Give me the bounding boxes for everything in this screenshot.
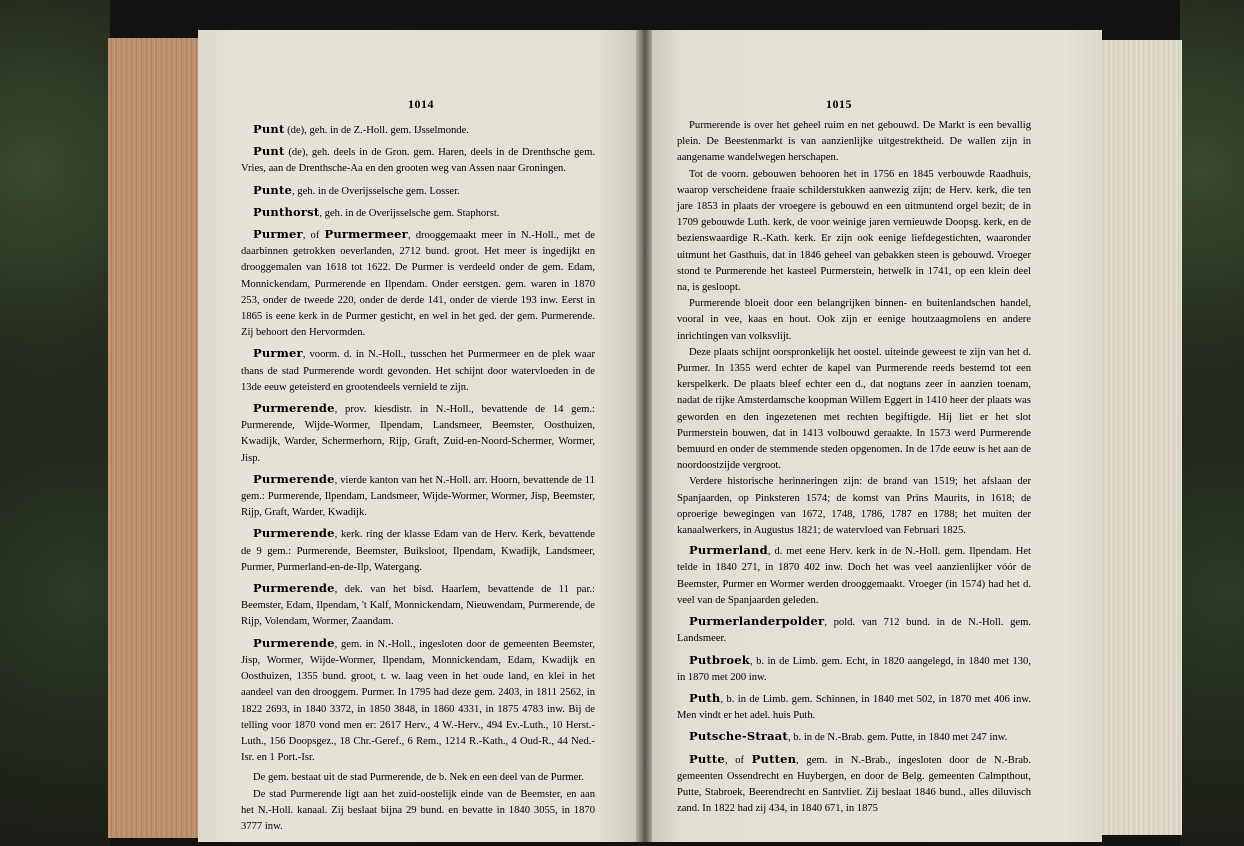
entry-text: , vierde kanton van het N.-Holl. arr. Hoorn, bevattende de 11 gem.: Purmerende, Ilpendam, Landsmeer, Wijde-Wormer, Wormer, Jisp, Beemster, Rijp, Graft, Warder, Kwadijk. [241,474,595,519]
headword: Purmerende [253,471,335,486]
entry-text: Tot de voorn. gebouwen behooren het in 1756 en 1845 verbouwde Raadhuis, waarop verscheidene fraaie schilderstukken aanwezig zijn; de Herv. kerk, die ten jare 1853 in plaats der vroegere is gebouwd en een uitmuntend orgel bezit; de in 1709 gebouwde Luth. kerk, de voor weinige jaren vernieuwde Doopsg. kerk, en de bezienswaardige R.-Kath. kerk. Er zijn ook eenige liefdegestichten, waaronder uitmunt het Gasthuis, dat in 1846 geheel van gebakken steen is gebouwd. Vroeger stond te Purmerende het kasteel Purmerstein, hetwelk in 1741, op een klein deel na, is gesloopt. [677,168,1031,294]
headword: Punte [253,182,292,197]
dictionary-entry [241,226,595,341]
dictionary-entry [677,542,1031,609]
dictionary-entry [241,345,595,396]
entry-text: , b. in de N.-Brab. gem. Putte, in 1840 met 247 inw. [787,732,1008,744]
dictionary-entry [241,121,595,139]
entry-text: , drooggemaakt meer in N.-Holl., met de daarbinnen getrokken oeverlanden, 2712 bund. groot. Het meer is ingedijkt en drooggemalen van 1618 tot 1622. De Purmer is verdeeld onder de gem. Edam, Monnickendam, Purmerende en Ilpendam. Onder eerstgen. gem. waren in 1870 253, onder de tweede 220, onder de derde 141, onder de vierde 193 inw. Eerst in 1865 is eene kerk in de Purmer gesticht, en wel in het ged. der gem. Purmerende. Zij behoort den Hervormden. [241,230,595,339]
entry-text: , d. met eene Herv. kerk in de N.-Holl. gem. Ilpendam. Het telde in 1840 271, in 1870 402 inw. Doch het was veel aanzienlijker vóór de Beemster, Purmer en Wormer werden drooggemaakt. Vroeger (in 1574) had het d. veel van de Spanjaarden geleden. [677,546,1031,606]
dictionary-entry [677,690,1031,724]
headword: Punt [253,144,285,159]
entry-text: , of [302,230,325,242]
page-number-left: 1014 [408,97,434,111]
headword: Purmerende [253,635,335,650]
paragraph [677,167,1031,297]
headword: Purmerende [253,526,335,541]
entry-text: De stad Purmerende ligt aan het zuid-oostelijk einde van de Beemster, en aan het N.-Holl. kanaal. Zij beslaat bijna 29 bund. en bevatte in 1840 3055, in 1870 3777 inw. [241,788,595,832]
entry-text: , pold. van 712 bund. in de N.-Holl. gem. Landsmeer. [677,617,1031,645]
headword: Punt [253,122,285,136]
headword: Purmerlanderpolder [689,614,825,629]
entry-text: , gem. in N.-Brab., ingesloten door de N.-Brab. gemeenten Ossendrecht en Huybergen, en door de Belg. gemeenten Calmpthout, Putte, Stabroek, Beerendrecht en Santvliet. Zij beslaat 1846 bund., alles diluvisch zand. In 1822 had zij 434, in 1840 671, in 1875 [677,754,1031,815]
headword: Putsche-Straat [689,729,788,744]
paragraph [677,474,1031,539]
headword: Puth [689,690,721,705]
headword: Putbroek [689,652,750,667]
paragraph [677,296,1031,345]
entry-text: (de), geh. in de Z.-Holl. gem. IJsselmonde. [284,125,469,136]
entry-text: , b. in de Limb. gem. Schinnen, in 1840 met 502, in 1870 met 406 inw. Men vindt er het adel. huis Puth. [677,693,1031,722]
headword: Purmer [253,227,303,242]
paragraph [241,787,595,836]
entry-text: , prov. kiesdistr. in N.-Holl., bevattende de 14 gem.: Purmerende, Wijde-Wormer, Ilpendam, Landsmeer, Beemster, Oosthuizen, Kwadijk, Warder, Schermerhorn, Rijp, Graft, Zuid-en-Noord-Schermer, Wormer, Jisp. [241,404,595,464]
headword: Purmer [253,346,303,361]
page-number-right: 1015 [826,97,852,111]
entry-text: , kerk. ring der klasse Edam van de Herv. Kerk, bevattende de 9 gem.: Purmerende, Beemster, Buiksloot, Ilpendam, Kwadijk, Landsmeer, Purmer, Purmerland-en-de-Ilp, Watergang. [241,529,595,573]
book-gutter [636,30,652,842]
dictionary-entry [241,471,595,522]
dictionary-entry [677,613,1031,647]
page-edges-left [108,38,203,838]
headword: Putten [751,751,797,766]
dictionary-entry [241,143,595,177]
headword: Purmermeer [324,227,408,242]
paragraph [677,118,1031,167]
right-page-text [677,118,1031,821]
book-cover-right [1180,0,1244,846]
paragraph [677,345,1031,475]
paragraph [241,770,595,786]
entry-text: , voorm. d. in N.-Holl., tusschen het Purmermeer en de plek waar thans de stad Purmerende wordt gevonden. Het schijnt door watervloeden in de 13de eeuw geteisterd en grootendeels vernield te zijn. [241,349,595,393]
dictionary-entry [241,204,595,222]
entry-text: Purmerende bloeit door een belangrijken binnen- en buitenlandschen handel, vooral in vee, kaas en hout. Ook zijn er eenige houtzaagmolens en andere inrichtingen van volksvlijt. [677,298,1031,342]
dictionary-entry [241,635,595,767]
headword: Purmerland [689,543,768,558]
entry-text: , b. in de Limb. gem. Echt, in 1820 aangelegd, in 1840 met 130, in 1870 met 200 inw. [677,655,1031,683]
entry-text: , of [724,754,752,766]
dictionary-entry [677,652,1031,686]
entry-text: (de), geh. deels in de Gron. gem. Haren, deels in de Drenthsche gem. Vries, aan de Drenthsche-Aa en den grooten weg van Assen naar Groningen. [241,147,595,175]
book-cover-left [0,0,110,846]
dictionary-entry [241,580,595,631]
headword: Putte [689,751,725,766]
dictionary-entry [677,728,1031,746]
entry-text: Deze plaats schijnt oorspronkelijk het oostel. uiteinde geweest te zijn van het d. Purmer. In 1355 werd echter de kapel van Purmerende reeds bestemd tot een kerspelkerk. De plaats bleef echter een d., dat nogtans zeer in aanzien toenam, nadat de rijke Amsterdamsche koopman Willem Eggert in 1410 heer der plaats was geworden en den ingezetenen met rechten begiftigde. Hij liet er het slot Purmerstein bouwen, dat in 1413 volbouwd geraakte. In 1573 werd Purmerende bemuurd en onder de stemmende steden opgenomen. In de 17de eeuw is het aan de noordoostzijde vergroot. [677,346,1031,472]
entry-text: , dek. van het bisd. Haarlem, bevattende de 11 par.: Beemster, Edam, Ilpendam, 't Kalf, Monnickendam, Nieuwendam, Purmerende, de Rijp, Volendam, Wormer, Zaandam. [241,584,595,628]
entry-text: De gem. bestaat uit de stad Purmerende, de b. Nek en een deel van de Purmer. [253,772,584,784]
dictionary-entry [677,751,1031,818]
entry-text: , gem. in N.-Holl., ingesloten door de gemeenten Beemster, Jisp, Wormer, Wijde-Wormer, Ilpendam, Monnickendam, Edam, Kwadijk en Oosthuizen, 1355 bund. groot, t. w. laag veen in het oude land, en klei in het aandeel van den drooggem. Purmer. In 1795 had deze gem. 2403, in 1811 2562, in 1822 2693, in 1840 3372, in 1850 3848, in 1860 4331, in 1875 4783 inw. Bij de telling voor 1870 vond men er: 2617 Herv., 4 W.-Herv., 494 Ev.-Luth., 10 Herst.-Luth., 156 Doopsgez., 18 Chr.-Geref., 6 Rem., 1214 R.-Kath., 4 Oud-R., 44 Ned.-Isr. en 1 Port.-Isr. [241,638,595,764]
page-edges-right [1100,40,1182,835]
dictionary-entry [241,400,595,467]
dictionary-entry [241,525,595,576]
entry-text: , geh. in de Overijsselsche gem. Losser. [292,185,460,197]
headword: Purmerende [253,401,335,416]
headword: Purmerende [253,581,335,596]
left-page-text [241,118,595,835]
entry-text: Verdere historische herinneringen zijn: de brand van 1519; het afslaan der Spanjaarden, op Pinksteren 1574; de komst van Prins Maurits, in 1618; de oproerige bewegingen van 1672, 1748, 1786, 1787 en 1788; het muiten der kanaalwerkers, in Augustus 1821; de watervloed van Februari 1825. [677,476,1031,537]
entry-text: , geh. in de Overijsselsche gem. Staphorst. [319,207,500,219]
dictionary-entry [241,182,595,200]
headword: Punthorst [253,204,320,219]
entry-text: Purmerende is over het geheel ruim en net gebouwd. De Markt is een bevallig plein. De Beestenmarkt is van aanzienlijke uitgestrektheid. De wallen zijn in aangename wandelwegen herschapen. [677,120,1031,164]
